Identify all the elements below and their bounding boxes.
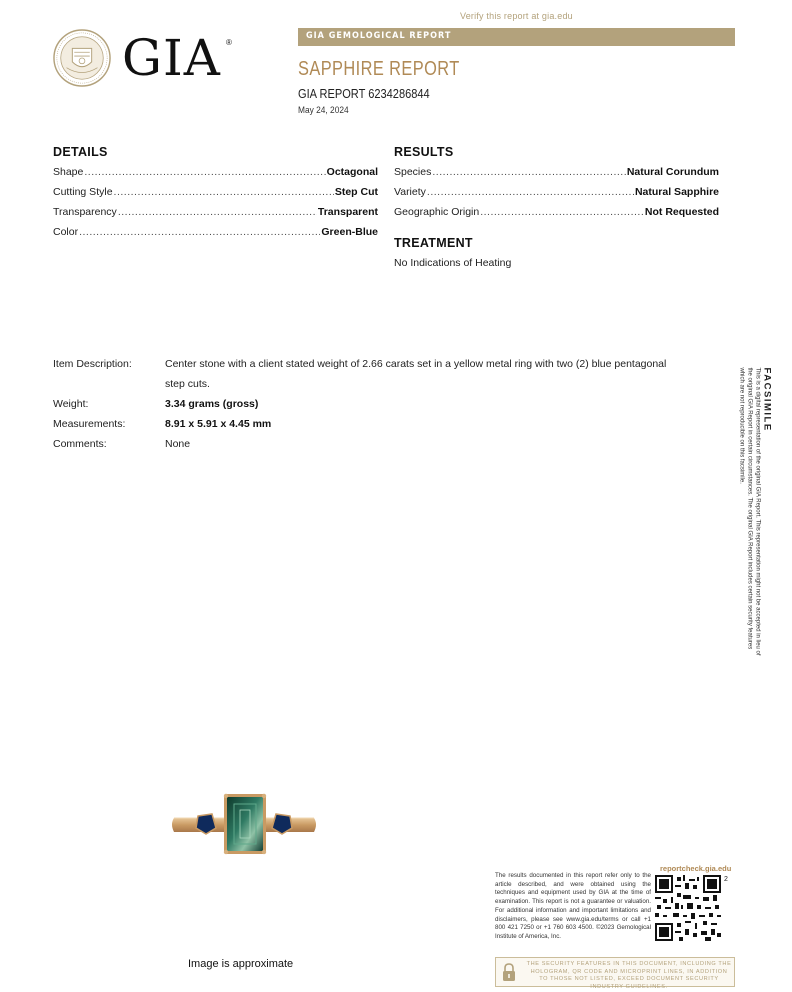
measurements-value: 8.91 x 5.91 x 4.45 mm <box>165 418 272 430</box>
result-label: Geographic Origin <box>394 206 480 218</box>
detail-row-color <box>53 226 378 246</box>
results-list <box>394 166 719 226</box>
lock-icon <box>500 962 518 982</box>
report-date: May 24, 2024 <box>298 105 349 116</box>
gia-seal-icon <box>53 29 111 87</box>
report-title: SAPPHIRE REPORT <box>298 58 460 80</box>
leader-dots <box>480 206 644 218</box>
result-label: Species <box>394 166 432 178</box>
result-row-species <box>394 166 719 186</box>
ring-image <box>168 788 320 860</box>
result-value: Natural Sapphire <box>634 186 719 198</box>
detail-row-shape <box>53 166 378 186</box>
report-banner <box>298 28 735 46</box>
comments-value: None <box>165 438 191 450</box>
detail-label: Transparency <box>53 206 117 218</box>
details-list <box>53 166 378 246</box>
banner-text: GIA GEMOLOGICAL REPORT <box>306 31 452 41</box>
treatment-heading: TREATMENT <box>394 236 473 250</box>
treatment-text: No Indications of Heating <box>394 257 512 269</box>
detail-label: Color <box>53 226 79 238</box>
detail-row-cutting-style <box>53 186 378 206</box>
facsimile-title: FACSIMILE <box>761 367 773 432</box>
details-heading: DETAILS <box>53 145 108 159</box>
footer-disclaimer: The results documented in this report refer only to the article described, and were obtained using the techniques and equipment used by GIA at the time of examination. This report is not a guarantee or valuation. For additional information and important limitations and disclaimers, please see www.gia.edu/terms or call +1 800 421 7250 or +1 760 603 4500. ©2023 Gemological Institute of America, Inc. <box>495 872 651 940</box>
image-caption: Image is approximate <box>188 958 294 970</box>
detail-row-transparency <box>53 206 378 226</box>
leader-dots <box>84 166 325 178</box>
leader-dots <box>432 166 625 178</box>
facsimile-note-block <box>738 368 773 658</box>
registered-mark: ® <box>226 38 232 47</box>
weight-value: 3.34 grams (gross) <box>165 398 259 410</box>
measurements-label: Measurements: <box>53 418 126 430</box>
result-value: Not Requested <box>644 206 719 218</box>
qr-superscript: 2 <box>724 876 728 883</box>
reportcheck-link[interactable]: reportcheck.gia.edu <box>660 864 732 873</box>
result-label: Variety <box>394 186 426 198</box>
item-description-line-1: Center stone with a client stated weight of 2.66 carats set in a yellow metal ring with two (2) blue pentagonal <box>165 358 667 370</box>
detail-label: Cutting Style <box>53 186 113 198</box>
result-row-variety <box>394 186 719 206</box>
leader-dots <box>79 226 320 238</box>
results-heading: RESULTS <box>394 145 454 159</box>
leader-dots <box>114 186 334 198</box>
result-value: Natural Corundum <box>626 166 719 178</box>
leader-dots <box>427 186 634 198</box>
detail-value: Step Cut <box>334 186 378 198</box>
weight-label: Weight: <box>53 398 89 410</box>
detail-label: Shape <box>53 166 84 178</box>
report-number: GIA REPORT 6234286844 <box>298 86 430 101</box>
leader-dots <box>118 206 317 218</box>
security-features-text: THE SECURITY FEATURES IN THIS DOCUMENT, INCLUDING THE HOLOGRAM, QR CODE AND MICROPRINT LINES, IN ADDITION TO THOSE NOT LISTED, EXCEED DOCUMENT SECURITY INDUSTRY GUIDELINES. <box>526 961 732 990</box>
verify-link[interactable]: Verify this report at gia.edu <box>460 11 573 21</box>
item-description-label: Item Description: <box>53 358 132 370</box>
gia-logo: GIA <box>122 29 221 87</box>
detail-value: Transparent <box>317 206 378 218</box>
item-description-line-2: step cuts. <box>165 378 210 390</box>
detail-value: Octagonal <box>326 166 378 178</box>
comments-label: Comments: <box>53 438 107 450</box>
result-row-geographic-origin <box>394 206 719 226</box>
qr-code-icon[interactable] <box>655 875 721 941</box>
facsimile-note: This is a digital representation of the original GIA Report. This representation might not be accepted in lieu of the original GIA Report in certain circumstances. The original GIA Report includes certain security features which are not reproducible on this facsimile. <box>738 367 761 656</box>
detail-value: Green-Blue <box>321 226 378 238</box>
